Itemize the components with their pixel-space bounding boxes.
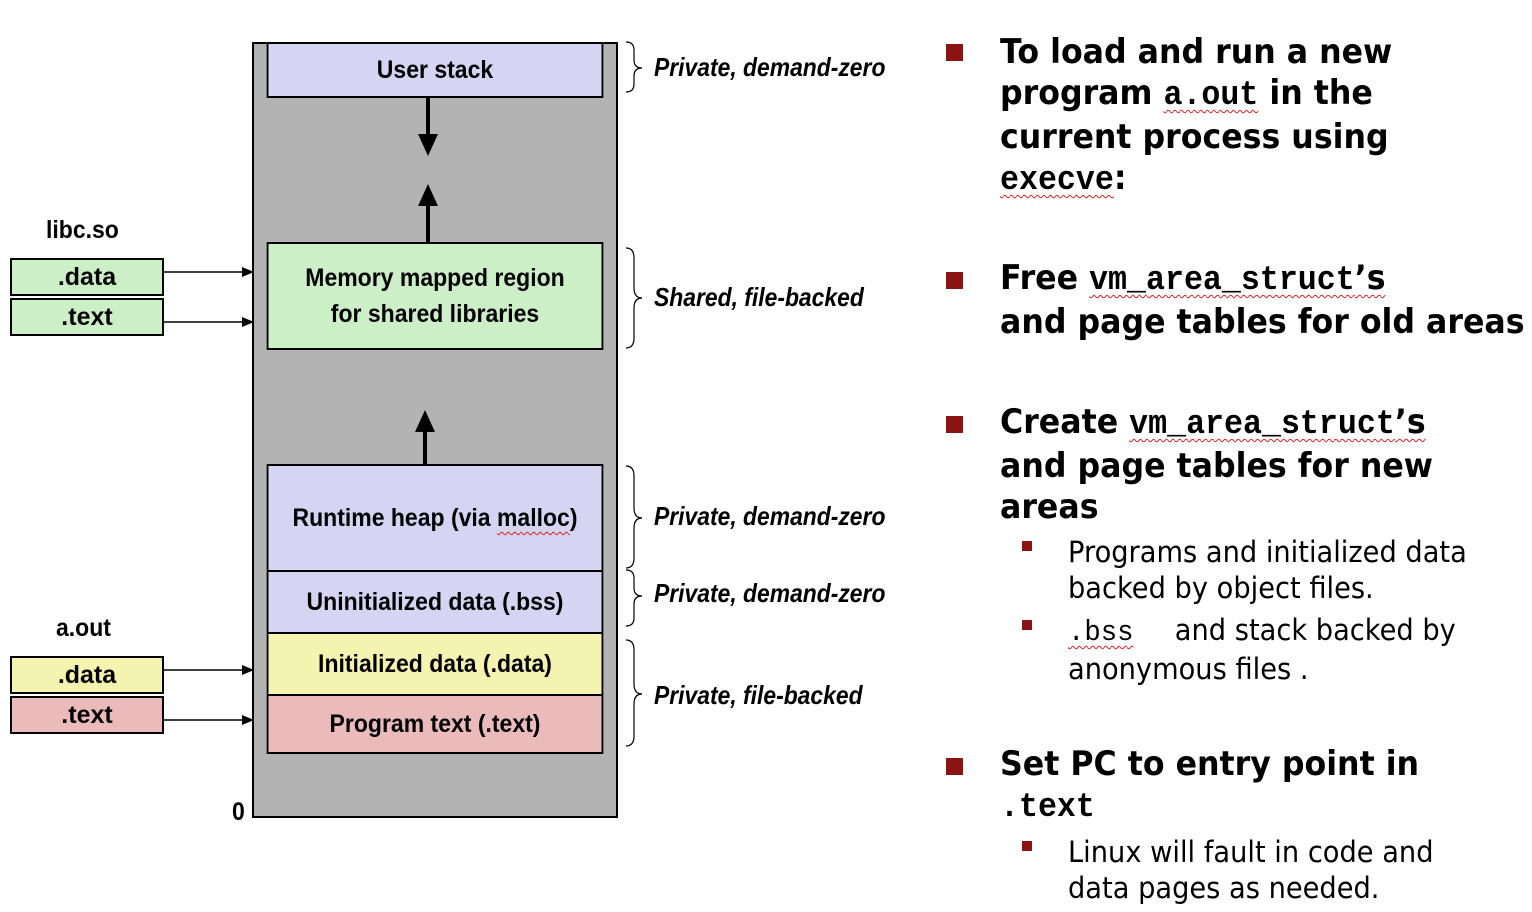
aout-text-label: .text bbox=[61, 700, 113, 729]
code-execve: execve bbox=[1000, 162, 1114, 200]
annotation-heap: Private, demand-zero bbox=[654, 501, 886, 531]
aout-data-label: .data bbox=[57, 660, 117, 689]
sub-bullet-marker-3-2 bbox=[1022, 620, 1032, 630]
aout-title: a.out bbox=[56, 614, 111, 642]
libc-data-section bbox=[10, 258, 164, 296]
sub-bullet-marker-3-1 bbox=[1022, 541, 1032, 551]
code-vm-area-struct-2: vm_area_struct bbox=[1129, 406, 1395, 444]
bullet-1-line-2 bbox=[1000, 73, 1392, 117]
sub-bullet-3-2-text bbox=[1068, 612, 1456, 687]
libc-text-section bbox=[10, 298, 164, 336]
bullet-1-colon: : bbox=[1113, 158, 1127, 198]
segment-text-label: Program text (.text) bbox=[329, 710, 541, 738]
bullet-marker-1 bbox=[946, 44, 963, 61]
libc-data-arrow bbox=[164, 267, 254, 277]
sub-bullet-3-1-line-1: Programs and initialized data bbox=[1068, 535, 1467, 569]
brace-data-text bbox=[626, 640, 642, 746]
bullet-1-text bbox=[1000, 32, 1392, 202]
segment-heap-label: Runtime heap (via malloc) bbox=[292, 504, 578, 532]
bullet-2-line-1 bbox=[1000, 258, 1525, 302]
segment-mmap-label-1: Memory mapped region bbox=[305, 264, 565, 292]
segment-mmap-label-2: for shared libraries bbox=[330, 300, 540, 328]
annotation-stack: Private, demand-zero bbox=[654, 52, 886, 82]
sub-bullet-4-1-line-2: data pages as needed. bbox=[1068, 871, 1380, 905]
heap-growth-arrow bbox=[415, 410, 435, 466]
aout-text-arrow bbox=[164, 715, 254, 725]
bullet-1-line-2a: program bbox=[1000, 73, 1164, 113]
bullet-3-line-1a: Create bbox=[1000, 402, 1130, 442]
code-a-out: a.out bbox=[1163, 77, 1259, 115]
bullet-3-line-1 bbox=[1000, 402, 1433, 446]
bullet-marker-2 bbox=[946, 272, 963, 289]
bullet-4-line-2 bbox=[1000, 785, 1419, 829]
libc-title: libc.so bbox=[46, 216, 119, 244]
aout-data-section bbox=[10, 656, 164, 694]
bullet-2-line-2: and page tables for old areas bbox=[1000, 302, 1525, 342]
stack-growth-arrow bbox=[418, 98, 438, 156]
bullet-4-line-1: Set PC to entry point in bbox=[1000, 744, 1420, 784]
segment-user-stack-label: User stack bbox=[376, 56, 494, 84]
sub-bullet-3-1-line-2: backed by object files. bbox=[1068, 571, 1374, 605]
sub-bullet-3-2-line-2: anonymous files . bbox=[1068, 652, 1309, 686]
sub-bullet-marker-4-1 bbox=[1022, 841, 1032, 851]
bullet-1-line-4 bbox=[1000, 158, 1392, 202]
code-vm-area-struct-1: vm_area_struct bbox=[1089, 262, 1355, 300]
sub-bullet-3-2-line-1 bbox=[1068, 612, 1456, 651]
sub-bullet-3-2-text-a: and stack backed by bbox=[1174, 613, 1456, 647]
brace-mmap bbox=[626, 248, 642, 348]
annotation-mmap: Shared, file-backed bbox=[654, 282, 864, 312]
bullet-2-line-1a: Free bbox=[1000, 258, 1090, 298]
bullet-2-text bbox=[1000, 258, 1525, 343]
segment-bss-label: Uninitialized data (.bss) bbox=[306, 588, 564, 616]
bullet-2-apostrophe: ’s bbox=[1354, 258, 1386, 298]
bullet-1-line-1: To load and run a new bbox=[1000, 32, 1393, 72]
code-bss: .bss bbox=[1068, 616, 1134, 649]
bullet-3-line-3: areas bbox=[1000, 487, 1099, 527]
bullet-1-line-2b: in the bbox=[1258, 73, 1373, 113]
bullet-1-line-3: current process using bbox=[1000, 117, 1389, 157]
brace-bss bbox=[626, 570, 642, 626]
bullet-marker-3 bbox=[946, 416, 963, 433]
annotation-data-text: Private, file-backed bbox=[654, 680, 863, 710]
libc-text-arrow bbox=[164, 317, 254, 327]
segment-data-label: Initialized data (.data) bbox=[318, 650, 552, 678]
aout-data-arrow bbox=[164, 665, 254, 675]
bullet-3-text bbox=[1000, 402, 1433, 528]
malloc-word: malloc bbox=[496, 504, 570, 532]
annotation-bss: Private, demand-zero bbox=[654, 578, 886, 608]
sub-bullet-4-1-line-1: Linux will fault in code and bbox=[1068, 835, 1434, 869]
address-zero-label: 0 bbox=[232, 798, 245, 826]
mmap-growth-arrow bbox=[418, 184, 438, 242]
aout-text-section bbox=[10, 696, 164, 734]
bullet-marker-4 bbox=[946, 758, 963, 775]
bullet-4-text bbox=[1000, 744, 1419, 829]
code-text-section: .text bbox=[1000, 789, 1095, 827]
brace-heap bbox=[626, 466, 642, 568]
brace-stack bbox=[626, 42, 642, 92]
libc-data-label: .data bbox=[57, 262, 117, 291]
bullet-3-apostrophe: ’s bbox=[1394, 402, 1426, 442]
sub-bullet-3-1-text bbox=[1068, 534, 1467, 606]
libc-text-label: .text bbox=[61, 302, 113, 331]
sub-bullet-4-1-text bbox=[1068, 834, 1434, 906]
bullet-3-line-2: and page tables for new bbox=[1000, 446, 1434, 486]
